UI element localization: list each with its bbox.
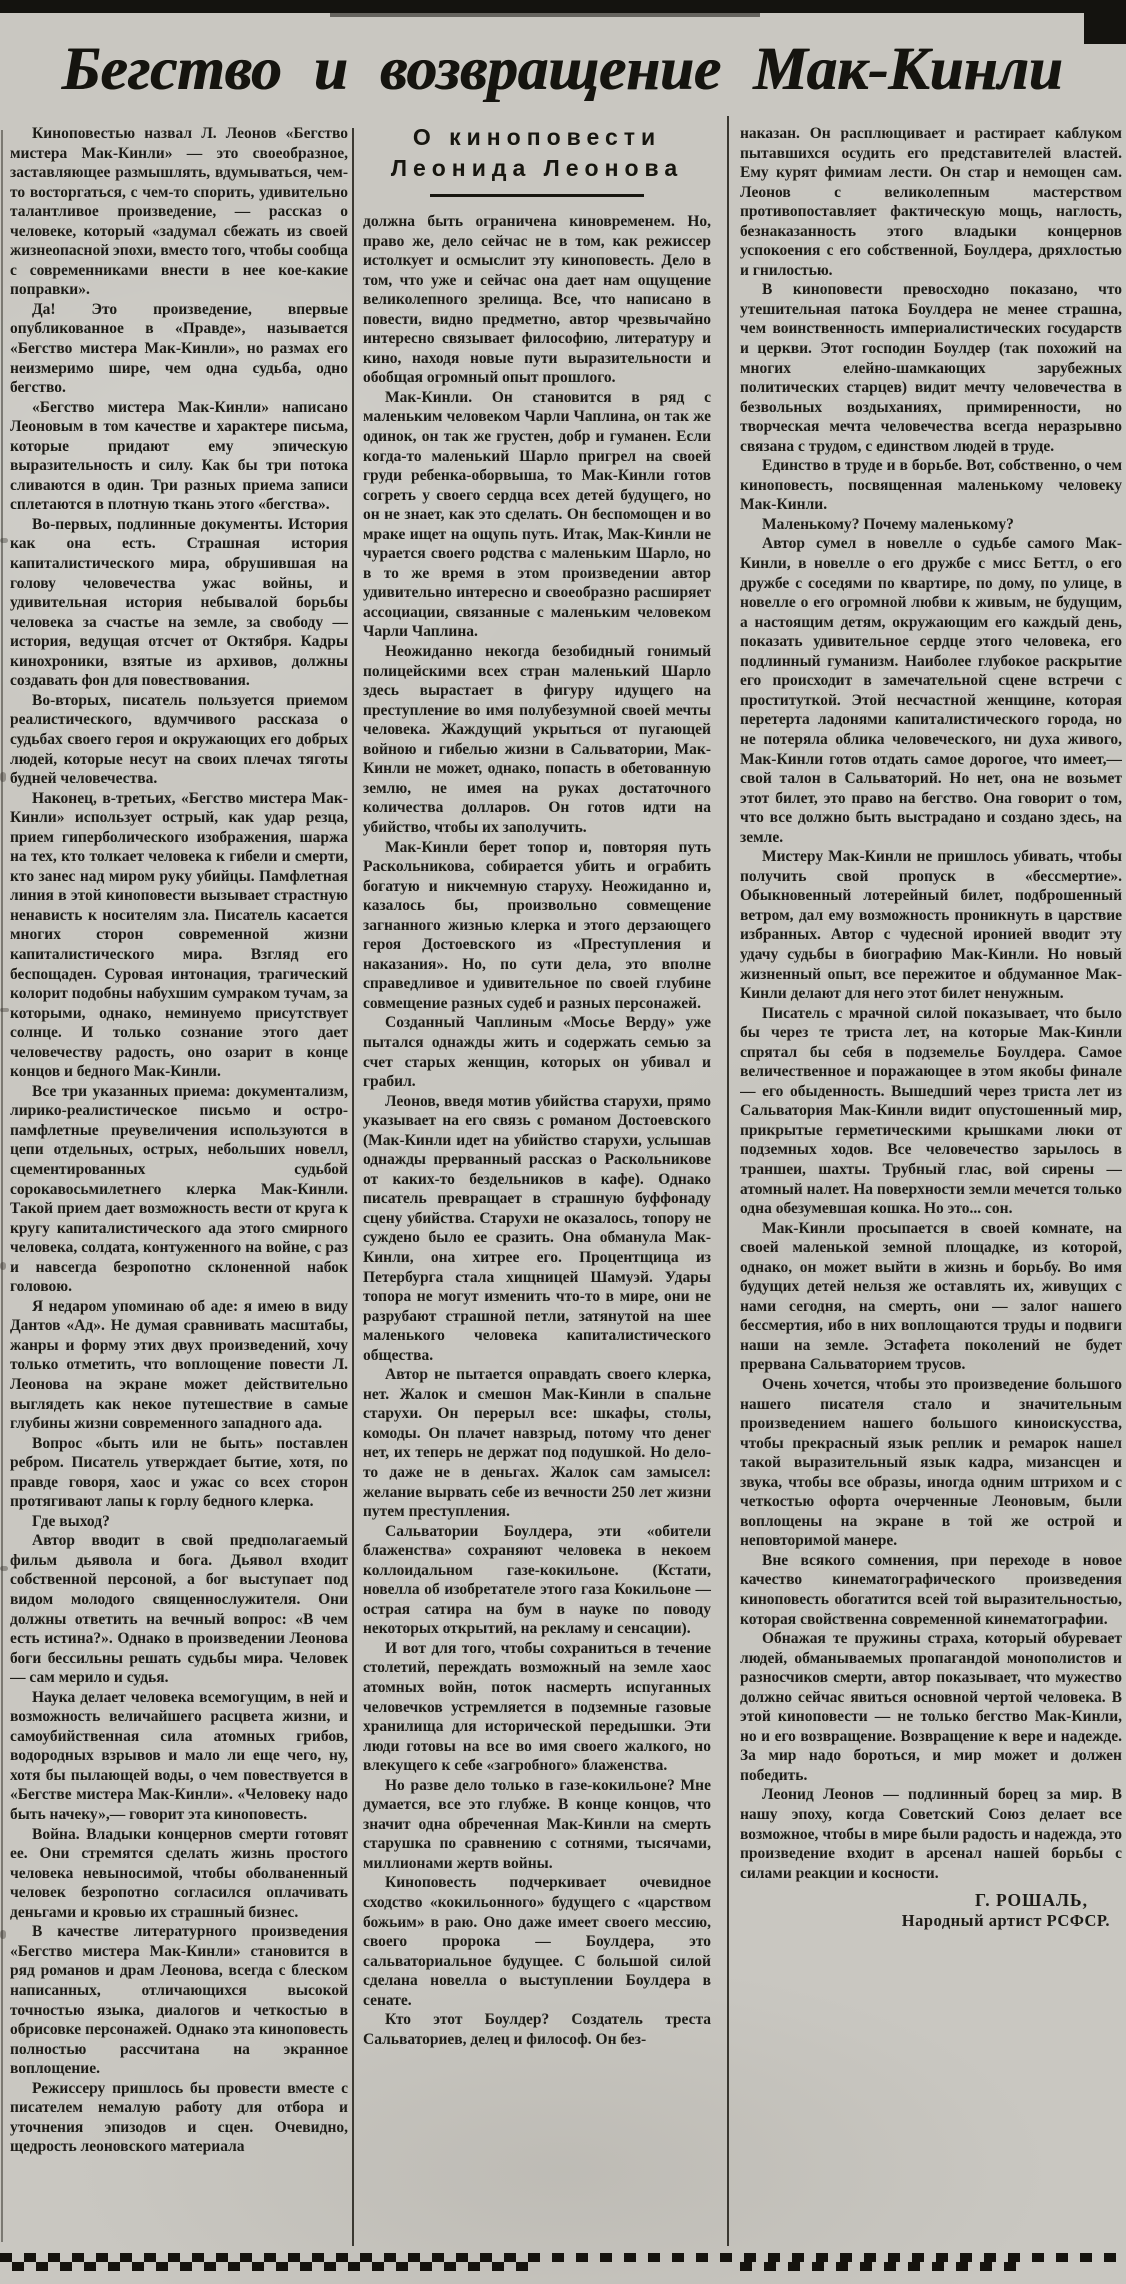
scan-artifact [0, 538, 8, 543]
top-rule-bar [0, 0, 1126, 13]
paragraph: Леонид Леонов — подлинный борец за мир. В нашу эпоху, когда Советский Союз делает все возможное, чтобы в мире были радость и надежда, это произведение входит в арсенал нашей борьбы с силами реакции и косности. [740, 1786, 1122, 1882]
paragraph: И вот для того, чтобы сохраниться в течение столетий, переждать возможный на земле хаос атомных войн, поток насмерть испуганных человечков устремляется в подземные газовые хранилища для исторической передышки. Эти люди готовы на все во имя своего жалкого, но влекущего к себе «загробного» блаженства. [363, 1639, 711, 1775]
author-name: Г. РОШАЛЬ, [975, 1890, 1088, 1911]
paragraph: Леонов, введя мотив убийства старухи, прямо указывает на его связь с романом Достоевского (Мак-Кинли идет на убийство старухи, услышав однажды прерванный рассказ о Раскольникове от каких-то бездельников в кафе). Однако писатель превращает в страшную буффонаду сцену убийства. Старухи не оказалось, топору не суждено было ее сразить. Она обманула Мак-Кинли, она хитрее его. Процентщица из Петербурга стала хищницей Шамуэй. Удары топора не могут изменить что-то в мире, они не разрубают страшной петли, затянутой на шее маленького человека капиталистического общества. [363, 1092, 711, 1364]
paragraph: Автор вводит в свой предполагаемый фильм дьявола и бога. Дьявол входит собственной персоной, а бог выступает под видом молодого священнослужителя. Они должны ответить на вечный вопрос: «В чем есть истина?». Однако в произведении Леонова боги бессильны решать судьбы мира. Человек — сам мерило и судья. [10, 1532, 348, 1687]
article-column-1 [10, 124, 348, 2250]
paragraph: Где выход? [32, 1512, 110, 1530]
paragraph: Во-первых, подлинные документы. История как она есть. Страшная история капиталистического мира, обрушившая на голову человечества ужас войны, и удивительная история небывалой борьбы человека за счастье на земле, за свободу — история, ведущая отсчет от Октября. Кадры кинохроники, взятые из архивов, должны создавать фон для повествования. [10, 515, 348, 690]
paragraph: Во-вторых, писатель пользуется приемом реалистического, вдумчивого рассказа о судьбах своего героя и окружающих его добрых людей, которые несут на своих плечах тяготы будней человечества. [10, 691, 348, 788]
paragraph: Война. Владыки концернов смерти готовят ее. Они стремятся сделать жизнь простого человека невыносимой, чтобы оболваненный человек безропотно согласился оплачивать деньгами и кровью их страшный бизнес. [10, 1825, 348, 1921]
scan-artifact [0, 772, 6, 782]
paragraph: должна быть ограничена киновременем. Но, право же, дело сейчас не в том, как режиссер истолкует и осмыслит эту киноповесть. Дело в том, что уже и сейчас она дает нам ощущение великолепного зрелища. Все, что написано в повести, видно предметно, автор чрезвычайно интересно связывает философию, литературу и кино, находя новые пути выразительности и обобщая огромный опыт прошлого. [363, 213, 711, 387]
paragraph: Кто этот Боулдер? Создатель треста Сальваториев, делец и философ. Он без- [363, 2011, 711, 2048]
subtitle-rule [430, 194, 644, 197]
scan-artifact [0, 1008, 9, 1012]
column-divider-1 [352, 128, 354, 2246]
column-divider-2 [727, 116, 729, 2246]
author-role: Народный артист РСФСР. [901, 1910, 1110, 1930]
scan-artifact [58, 0, 88, 9]
paragraph: Киноповестью назвал Л. Леонов «Бегство мистера Мак-Кинли» — это своеобразное, заставляющее размышлять, вдумываться, чем-то восторгаться, с чем-то спорить, удивительно талантливое произведение, — рассказ о человеке, который «задумал сбежать из своей жизнеопасной эпохи, вместо того, чтобы сообща с современниками внести в нее кое-какие поправки». [10, 125, 348, 299]
paragraph: наказан. Он расплющивает и растирает каблуком пытавшихся осудить его представителей властей. Ему курят фимиам лести. Он стар и немощен сам. Леонов с великолепным мастерством противопоставляет фактическую мощь, наглость, безнаказанность этого владыки концернов успокоения с его собственной, Боулдера, дряхлостью и гнилостью. [740, 125, 1122, 279]
paragraph: Да! Это произведение, впервые опубликованное в «Правде», называется «Бегство мистера Мак-Кинли», но размах его неизмеримо шире, чем одна судьба, одно бегство. [10, 300, 348, 397]
paragraph: Мак-Кинли просыпается в своей комнате, на своей маленькой земной площадке, из которой, однако, он может выйти в жизнь и борьбу. Во имя будущих детей нельзя же оставлять их, живущих с нами сегодня, на смерть, они — залог нашего бессмертия, ибо в них воплощаются труды и подвиги наши на земле. Эстафета поколений не будет прервана Сальваторием трусов. [740, 1219, 1122, 1374]
paragraph: Киноповесть подчеркивает очевидное сходство «кокильонного» будущего с «царством божьим» в раю. Оно даже имеет своего мессию, своего пророка — Боулдера, это сальваториальное будущее. С большой силой сделана новелла о выступлении Боулдера в сенате. [363, 1874, 711, 2009]
article-title: Бегство и возвращение Мак-Кинли [61, 36, 1063, 103]
paragraph: Режиссеру пришлось бы провести вместе с писателем немалую работу для отбора и уточнения эпизодов и сцен. Очевидно, щедрость леоновского материала [10, 2079, 348, 2156]
article-subtitle [362, 122, 712, 184]
paragraph: Мак-Кинли. Он становится в ряд с маленьким человеком Чарли Чаплина, он так же одинок, он так же грустен, добр и гуманен. Если когда-то маленький Шарло пригрел на своей груди ребенка-оборвыша, то Мак-Кинли готов согреть у своего сердца всех детей будущего, но он не знает, как это сделать. Он беспомощен и во мраке ищет на ощупь путь. Итак, Мак-Кинли не чурается своего родства с маленьким Шарло, но в то же время в этом произведении автор удивительно интересно и своеобразно расширяет ассоциации, связанные с маленьким человеком Чарли Чаплина. [363, 388, 711, 641]
paragraph: В киноповести превосходно показано, что утешительная патока Боулдера не менее страшна, чем воинственность империалистических государств и церкви. Этот господин Боулдер (так похожий на многих елейно-шамкающих зарубежных политических старцев) видит мечту человечества в безвольных воздыханиях, примиренности, но творческая мечта человечества всегда неразрывно связана с трудом, с единством людей в труде. [740, 281, 1122, 455]
article-subtitle-line2: Леонида Леонова [390, 155, 684, 181]
article-column-2 [363, 212, 711, 2252]
paragraph: Мак-Кинли берет топор и, повторяя путь Раскольникова, собирается убить и ограбить богатую и никчемную старуху. Неожиданно и, казалось бы, произвольно совмещение загнанного жизнью клерка и этого дерзающего героя Достоевского из «Преступления и наказания». Но, по сути дела, это вполне справедливое и удивительное по своей глубине совмещение разных судеб и разных персонажей. [363, 838, 711, 1012]
paragraph: В качестве литературного произведения «Бегство мистера Мак-Кинли» становится в ряд романов и драм Леонова, всегда с блеском написанных, отличающихся высокой точностью языка, диалогов и четкостью в обрисовке персонажей. Однако эта киноповесть полностью рассчитана на экранное воплощение. [10, 1923, 348, 2078]
paragraph: Писатель с мрачной силой показывает, что было бы через те триста лет, на которые Мак-Кинли спрятал бы себя в подземелье Боулдера. Самое величественное и поражающее в этом якобы финале — его обыденность. Вышедший через триста лет из Сальватория Мак-Кинли видит опустошенный мир, прикрытые герметическими крышками люки от подземных ходов. Все человечество зарылось в траншеи, шахты. Трубный глас, вой сирены — атомный налет. На поверхности земли мечется только одна обезумевшая кошка. Но это... сон. [740, 1004, 1122, 1218]
paragraph: Вне всякого сомнения, при переходе в новое качество кинематографического произведения киноповесть обогатится всей той выразительностью, которая свойственна современной кинематографии. [740, 1551, 1122, 1628]
scan-artifact [0, 1262, 6, 1270]
bottom-ornament-row-3 [728, 2262, 1028, 2271]
paragraph: Неожиданно некогда безобидный гонимый полицейскими всех стран маленький Шарло здесь вырастает в фигуру идущего на преступление во имя полубезумной своей мечты человека. Жаждущий укрыться от пугающей войною и гибелью жизни в Сальватории, Мак-Кинли не может, однако, попасть в обетованную землю, не имея на руках достаточного количества долларов. Он готов идти на убийство, чтобы их заполучить. [363, 643, 711, 836]
author-signature [740, 1891, 1122, 1930]
paragraph: Созданный Чаплиным «Мосье Верду» уже пытался однажды жить и содержать семью за счет старых женщин, которых он убивал и грабил. [363, 1014, 711, 1091]
paragraph: Очень хочется, чтобы это произведение большого нашего писателя стало и значительным произведением нашего большого киноискусства, чтобы прекрасный язык реплик и ремарок нашел такой выразительный язык кадра, мизансцен и звука, чтобы все образы, иногда одним штрихом и с четкостью офорта очерченные Леоновым, были воплощены на экране в той же острой и неповторимой манере. [740, 1376, 1122, 1550]
paragraph: Автор не пытается оправдать своего клерка, нет. Жалок и смешон Мак-Кинли в спальне старухи. Он перерыл все: шкафы, столы, комоды. Он плачет навзрыд, потому что денег нет, их теперь не держат под подушкой. Но дело-то даже не в деньгах. Жалок сам замысел: желание вырвать себе из вечности 250 лет жизни путем преступления. [363, 1366, 711, 1521]
paragraph: Я недаром упоминаю об аде: я имею в виду Дантов «Ад». Не думая сравнивать масштабы, жанры и форму этих двух произведений, хочу только отметить, что воплощение повести Л. Леонова на экране может действительно выглядеть как некое путешествие в самые глубины жизни современного западного ада. [10, 1297, 348, 1433]
paragraph: Все три указанных приема: документализм, лирико-реалистическое письмо и остро-памфлетные преувеличения используются в цепи отдельных, острых, небольших новелл, сцементированных судьбой сорокавосьмилетнего клерка Мак-Кинли. Такой прием дает возможность вести от круга к кругу капиталистического ада этого смирного человека, солдата, контуженного на войне, с раз и навсегда безропотно склоненной набок головою. [10, 1082, 348, 1296]
left-edge-rule [1, 130, 3, 2242]
article-subtitle-line1: О киноповести [412, 124, 662, 150]
bottom-ornament-row-1 [0, 2253, 1126, 2262]
bottom-ornament-row-2 [0, 2262, 530, 2271]
article-column-3 [740, 124, 1122, 2260]
scan-artifact [0, 1930, 6, 1939]
paragraph: Наука делает человека всемогущим, в ней и возможность величайшего расцвета жизни, и самоубийственная сила атомных грибов, водородных взрывов и мало ли еще чего, ну, хотя бы пылающей воды, о чем повествуется в «Бегстве мистера Мак-Кинли». «Человеку надо быть начеку»,— говорит эта киноповесть. [10, 1688, 348, 1824]
paragraph: Автор сумел в новелле о судьбе самого Мак-Кинли, в новелле о его дружбе с мисс Беттл, о его дружбе с соседями по квартире, по дому, по улице, в новелле о его огромной любви к живым, не будущим, а настоящим детям, окружающим его каждый день, показать удивительное сердце этого человека, его подлинный гуманизм. Наиболее глубокое раскрытие его происходит в замечательной сцене встречи с проституткой. Этой несчастной женщине, которая перетерта ладонями капиталистического города, но не потеряла облика человеческого, ни духа живого, Мак-Кинли готов отдать самое дорогое, что имеет,— свой талон в Сальваторий. Но нет, она не возьмет этот билет, это право на бегство. Она говорит о том, что все должно быть выстрадано и создано здесь, на земле. [740, 535, 1122, 846]
paragraph: Маленькому? Почему маленькому? [762, 515, 1014, 533]
paragraph: «Бегство мистера Мак-Кинли» написано Леоновым в том качестве и характере письма, которые придают ему эпическую выразительность и силу. Как бы три потока сливаются в один. Три разных приема записи сплетаются в плотную ткань этого «бегства». [10, 398, 348, 514]
top-rule-shadow [330, 13, 760, 17]
paragraph: Сальватории Боулдера, эти «обители блаженства» сохраняют человека в некоем коллоидальном газе-кокильоне. (Кстати, новелла об изобретателе этого газа Кокильоне — острая сатира на бум в науке по поводу некоторых открытий, на рекламу и сенсации). [363, 1522, 711, 1638]
paragraph: Обнажая те пружины страха, который обуревает людей, обманываемых пропагандой монополистов и разносчиков смерти, автор показывает, что мужество должно сейчас явиться основной чертой человека. В этой киноповести — не только бегство Мак-Кинли, но и его возвращение. Возвращение к вере и надежде. За мир надо бороться, и мир может и должен победить. [740, 1630, 1122, 1784]
paragraph: Единство в труде и в борьбе. Вот, собственно, о чем киноповесть, посвященная маленькому человеку Мак-Кинли. [740, 457, 1122, 514]
scan-artifact [0, 1566, 8, 1571]
paragraph: Наконец, в-третьих, «Бегство мистера Мак-Кинли» использует острый, как удар резца, прием гиперболического изображения, шаржа на тех, кто толкает человека к гибели и смерти, кто занес над миром руку убийцы. Памфлетная линия в этой киноповести вызывает страстную ненависть к носителям зла. Писатель касается многих сторон современной жизни капиталистического мира. Взгляд его беспощаден. Суровая интонация, трагический колорит подобны набухшим сумраком тучам, за которыми, однако, неминуемо присутствует солнце. И только сознание этого дает человечеству радость, оно озарит в конце концов и бедного Мак-Кинли. [10, 789, 348, 1081]
paragraph: Вопрос «быть или не быть» поставлен ребром. Писатель утверждает бытие, хотя, по правде говоря, хаос и ужас со всех сторон протягивают лапы к горлу бедного клерка. [10, 1434, 348, 1511]
paragraph: Мистеру Мак-Кинли не пришлось убивать, чтобы получить свой пропуск в «бессмертие». Обыкновенный лотерейный билет, подброшенный ветром, дал ему возможность проникнуть в царствие избранных. Автор с чудесной иронией вводит эту удачу судьбы в биографию Мак-Кинли. Но новый жизненный опыт, все пережитое и обдуманное Мак-Кинли делают для него этот билет ненужным. [740, 848, 1122, 1003]
paragraph: Но разве дело только в газе-кокильоне? Мне думается, все это глубже. В конце концов, что значит одна обреченная Мак-Кинли на смерть старушка по сравнению с сотнями, тысячами, миллионами жертв войны. [363, 1776, 711, 1872]
